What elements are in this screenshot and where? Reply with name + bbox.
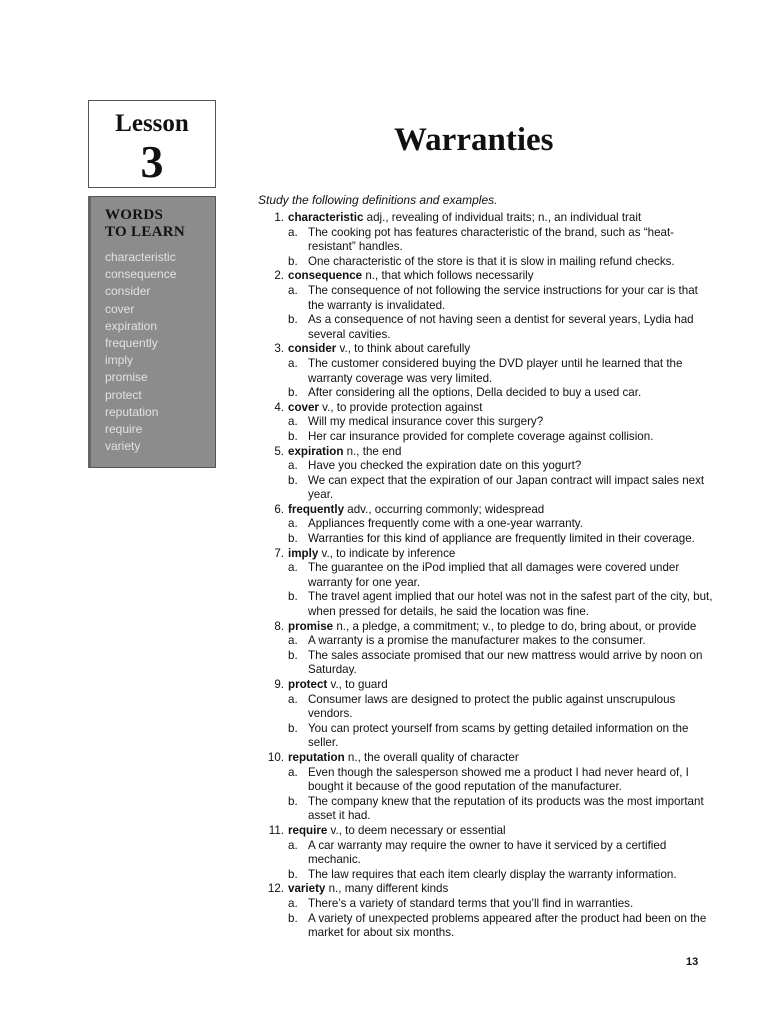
example-letter: b. (288, 794, 298, 808)
example-text: The cooking pot has features characteristic of the brand, such as “heat-resistant” handles. (308, 225, 675, 254)
example-letter: b. (288, 590, 298, 604)
example (256, 590, 716, 619)
entry-number: 3. (274, 342, 284, 356)
lesson-box (88, 100, 216, 188)
entry-number: 4. (274, 400, 284, 414)
term: reputation (288, 750, 345, 764)
term: expiration (288, 444, 344, 458)
gloss: n., the end (343, 444, 402, 458)
example-text: The customer considered buying the DVD player until he learned that the warranty coverage was very limited. (308, 356, 683, 385)
word-item: consider (105, 284, 151, 299)
intro-text: Study the following definitions and examples. (258, 193, 498, 207)
example (256, 795, 716, 824)
word-item: cover (105, 301, 135, 316)
definition-entry (256, 269, 716, 342)
definition-head (256, 882, 716, 897)
definition-entry (256, 401, 716, 445)
definition-entry (256, 620, 716, 678)
example-letter: a. (288, 765, 298, 779)
word-item: variety (105, 439, 141, 454)
example-letter: a. (288, 415, 298, 429)
gloss: n., a pledge, a commitment; v., to pledge to do, bring about, or provide (333, 619, 697, 633)
gloss: v., to guard (327, 678, 388, 691)
lesson-number: 3 (140, 136, 164, 187)
word-item: frequently (105, 336, 158, 351)
definition-text (288, 620, 716, 635)
example-letter: b. (288, 429, 298, 443)
example (256, 912, 716, 941)
example-letter: a. (288, 225, 298, 239)
example-letter: a. (288, 283, 298, 297)
example-letter: a. (288, 692, 298, 706)
definition-entry (256, 503, 716, 547)
example-letter: b. (288, 386, 298, 400)
definition-head (256, 401, 716, 416)
word-item: expiration (105, 318, 158, 333)
definition-text (288, 211, 716, 226)
example-text: We can expect that the expiration of our Japan contract will impact sales next year. (308, 473, 705, 502)
example-text: The consequence of not following the service instructions for your car is that the warranty is invalidated. (308, 283, 698, 312)
example-text: Have you checked the expiration date on this yogurt? (308, 459, 582, 473)
gloss: n., many different kinds (325, 882, 449, 896)
example-letter: a. (288, 561, 298, 575)
example (256, 430, 716, 445)
example-text: The guarantee on the iPod implied that all damages were covered under warranty for one year. (308, 561, 680, 589)
example-letter: b. (288, 648, 298, 662)
term: frequently (288, 502, 345, 516)
example-text: Warranties for this kind of appliance are frequently limited in their coverage. (308, 532, 695, 546)
example-text: The sales associate promised that our new mattress would arrive by noon on Saturday. (308, 648, 703, 677)
gloss: v., to deem necessary or essential (327, 823, 506, 837)
entry-number: 8. (274, 619, 284, 633)
word-item: consequence (105, 267, 177, 282)
example (256, 693, 716, 722)
example (256, 313, 716, 342)
example-letter: a. (288, 634, 298, 648)
definition-entry (256, 211, 716, 269)
example-text: A car warranty may require the owner to have it serviced by a certified mechanic. (308, 838, 667, 867)
definition-entry (256, 445, 716, 503)
example (256, 561, 716, 590)
example (256, 255, 716, 270)
definition-entry (256, 882, 716, 940)
example-letter: b. (288, 911, 298, 925)
example (256, 226, 716, 255)
word-item: protect (105, 387, 142, 402)
definition-head (256, 620, 716, 635)
example-text: The company knew that the reputation of its products was the most important asset it had. (308, 794, 704, 823)
definition-head (256, 503, 716, 518)
example-text: Appliances frequently come with a one-year warranty. (308, 517, 583, 531)
gloss: n., that which follows necessarily (362, 269, 534, 283)
definition-head (256, 678, 716, 693)
example-letter: a. (288, 356, 298, 370)
gloss: adv., occurring commonly; widespread (344, 502, 545, 516)
example-letter: b. (288, 721, 298, 735)
entry-number: 6. (274, 502, 284, 516)
entry-number: 12. (267, 882, 284, 896)
definition-text (288, 269, 716, 284)
example (256, 766, 716, 795)
example (256, 839, 716, 868)
word-item: characteristic (105, 250, 176, 264)
word-item: imply (105, 353, 134, 368)
example-text: A variety of unexpected problems appeared after the product had been on the market for about six months. (308, 911, 707, 940)
word-list (105, 249, 215, 455)
example (256, 386, 716, 401)
definition-text (288, 678, 716, 693)
example-letter: b. (288, 532, 298, 546)
definition-entry (256, 342, 716, 400)
example-text: You can protect yourself from scams by getting detailed information on the seller. (308, 721, 689, 750)
example-text: Her car insurance provided for complete coverage against collision. (308, 429, 654, 443)
word-item: reputation (105, 404, 159, 419)
example (256, 868, 716, 883)
definition-text (288, 445, 716, 460)
gloss: n., the overall quality of character (344, 750, 519, 764)
example-text: The law requires that each item clearly display the warranty information. (308, 867, 677, 881)
word-item: promise (105, 370, 148, 385)
definition-head (256, 824, 716, 839)
definition-head (256, 269, 716, 284)
entry-number: 2. (274, 269, 284, 283)
definition-head (256, 211, 716, 226)
entry-number: 1. (274, 211, 284, 224)
example-letter: a. (288, 896, 298, 910)
term: consequence (288, 269, 363, 283)
example (256, 532, 716, 547)
term: consider (288, 342, 337, 356)
entry-number: 9. (274, 678, 284, 691)
definition-head (256, 547, 716, 562)
example-text: A warranty is a promise the manufacturer makes to the consumer. (308, 634, 646, 648)
example (256, 474, 716, 503)
definition-text (288, 882, 716, 897)
page-number: 13 (686, 956, 699, 968)
lesson-label: Lesson (115, 110, 189, 137)
example-text: Will my medical insurance cover this surgery? (308, 415, 544, 429)
entry-number: 10. (267, 750, 284, 764)
words-to-learn-box (88, 196, 216, 468)
example (256, 722, 716, 751)
page-title: Warranties (394, 122, 554, 158)
definition-head (256, 445, 716, 460)
example-text: Even though the salesperson showed me a product I had never heard of, I bought it because of the good reputation of the manufacturer. (308, 765, 689, 794)
example-text: The travel agent implied that our hotel was not in the safest part of the city, but, when pressed for details, he said the location was fine. (308, 590, 713, 619)
example-text: After considering all the options, Della decided to buy a used car. (308, 386, 642, 400)
example (256, 517, 716, 532)
definitions-list (256, 211, 716, 941)
term: variety (288, 882, 326, 896)
example (256, 897, 716, 912)
definition-text (288, 547, 716, 562)
gloss: v., to think about carefully (336, 342, 471, 356)
example-letter: a. (288, 459, 298, 473)
definition-text (288, 342, 716, 357)
term: require (288, 823, 328, 837)
example-letter: b. (288, 313, 298, 327)
example (256, 284, 716, 313)
example-letter: a. (288, 517, 298, 531)
example-text: There’s a variety of standard terms that you’ll find in warranties. (308, 896, 634, 910)
term: characteristic (288, 211, 364, 224)
example-letter: a. (288, 838, 298, 852)
gloss: adj., revealing of individual traits; n., an individual trait (363, 211, 642, 224)
example (256, 459, 716, 474)
example-text: One characteristic of the store is that it is slow in mailing refund checks. (308, 254, 675, 268)
example (256, 415, 716, 430)
example-letter: b. (288, 867, 298, 881)
example (256, 357, 716, 386)
term: cover (288, 400, 319, 414)
words-to-learn-title: WORDS TO LEARN (105, 207, 186, 240)
definition-text (288, 401, 716, 416)
example-text: Consumer laws are designed to protect the public against unscrupulous vendors. (308, 692, 676, 721)
example-letter: b. (288, 254, 298, 268)
entry-number: 7. (274, 546, 284, 560)
definition-head (256, 751, 716, 766)
definition-entry (256, 751, 716, 824)
definition-entry (256, 678, 716, 751)
definition-text (288, 751, 716, 766)
term: promise (288, 619, 334, 633)
word-item: require (105, 422, 143, 437)
entry-number: 11. (268, 823, 284, 837)
definition-entry (256, 824, 716, 882)
definition-entry (256, 547, 716, 620)
definition-text (288, 824, 716, 839)
entry-number: 5. (274, 444, 284, 458)
gloss: v., to provide protection against (318, 400, 483, 414)
definition-head (256, 342, 716, 357)
example-text: As a consequence of not having seen a dentist for several years, Lydia had several cavities. (308, 313, 694, 341)
term: protect (288, 678, 328, 691)
example-letter: b. (288, 473, 298, 487)
gloss: v., to indicate by inference (318, 546, 456, 560)
example (256, 649, 716, 678)
term: imply (288, 546, 319, 560)
example (256, 634, 716, 649)
definition-text (288, 503, 716, 518)
